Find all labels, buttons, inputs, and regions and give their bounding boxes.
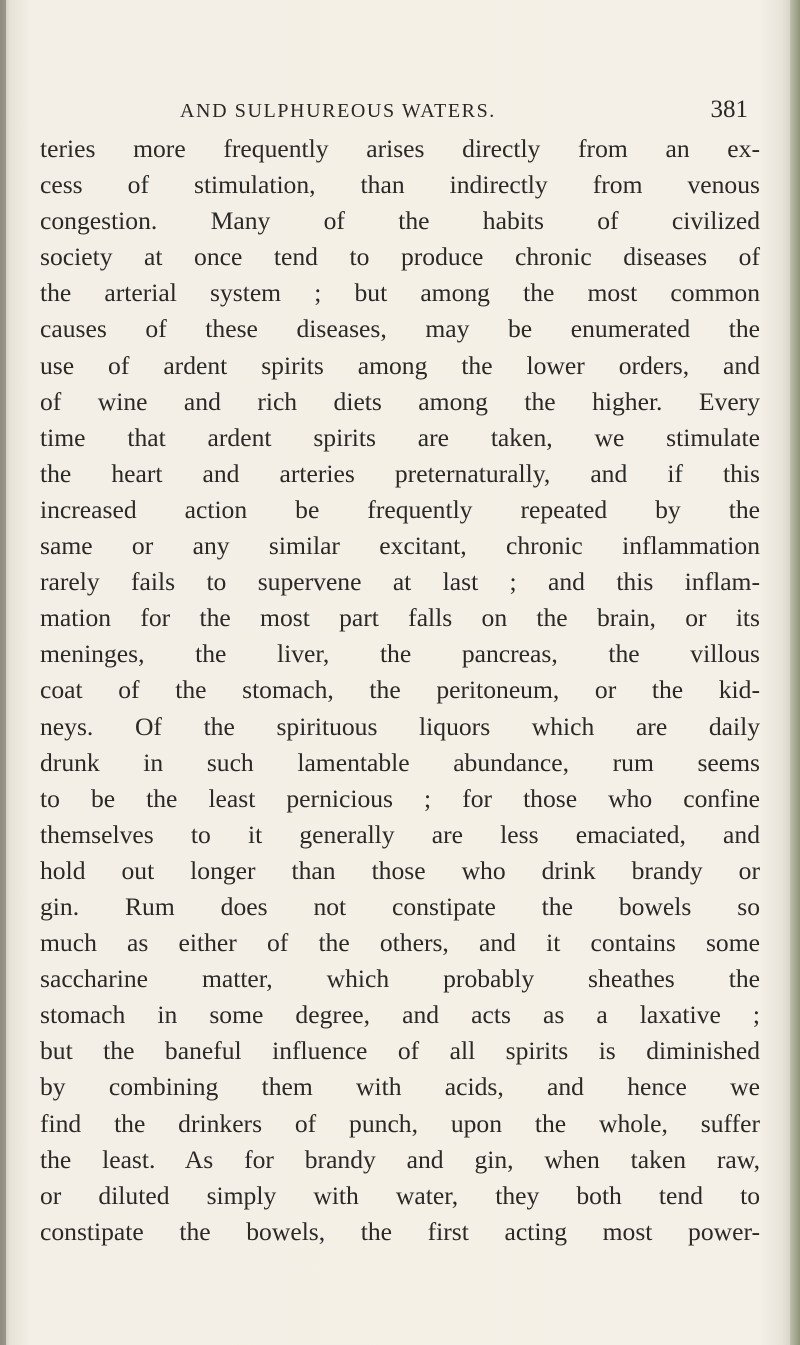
- page-gutter-shadow: [0, 0, 6, 1345]
- text-line: but the baneful influence of all spirits is diminished: [40, 1036, 760, 1066]
- text-line: mation for the most part falls on the brain, or its: [40, 603, 760, 633]
- text-line: coat of the stomach, the peritoneum, or the kid-: [40, 675, 760, 705]
- text-line: rarely fails to supervene at last ; and this inflam-: [40, 567, 760, 597]
- text-line: the least. As for brandy and gin, when taken raw,: [40, 1144, 760, 1174]
- text-line: teries more frequently arises directly from an ex-: [40, 134, 760, 163]
- text-line: hold out longer than those who drink brandy or: [40, 855, 760, 885]
- text-line: causes of these diseases, may be enumerated the: [40, 314, 760, 344]
- text-line: time that ardent spirits are taken, we stimulate: [40, 422, 760, 452]
- text-line: to be the least pernicious ; for those who confine: [40, 783, 760, 813]
- text-line: use of ardent spirits among the lower orders, and: [40, 350, 760, 380]
- page-edge: [790, 0, 800, 1345]
- text-line: much as either of the others, and it contains some: [40, 928, 760, 958]
- text-line: constipate the bowels, the first acting most power-: [40, 1216, 760, 1246]
- text-line: neys. Of the spirituous liquors which are daily: [40, 711, 760, 741]
- text-line: the heart and arteries preternaturally, and if this: [40, 458, 760, 488]
- running-head-title: AND SULPHUREOUS WATERS.: [180, 100, 496, 122]
- text-line: or diluted simply with water, they both tend to: [40, 1180, 760, 1210]
- text-line: meninges, the liver, the pancreas, the villous: [40, 639, 760, 669]
- text-line: cess of stimulation, than indirectly from venous: [40, 170, 760, 200]
- text-line: saccharine matter, which probably sheathes the: [40, 964, 760, 994]
- page-number: 381: [710, 96, 748, 123]
- text-line: find the drinkers of punch, upon the whole, suffer: [40, 1108, 760, 1138]
- text-line: society at once tend to produce chronic diseases of: [40, 242, 760, 272]
- text-line: themselves to it generally are less emaciated, and: [40, 819, 760, 849]
- text-line: increased action be frequently repeated by the: [40, 494, 760, 524]
- text-line: gin. Rum does not constipate the bowels so: [40, 891, 760, 921]
- text-line: of wine and rich diets among the higher. Every: [40, 386, 760, 416]
- text-line: stomach in some degree, and acts as a laxative ;: [40, 1000, 760, 1030]
- running-head: [140, 96, 760, 132]
- text-line: the arterial system ; but among the most common: [40, 278, 760, 308]
- text-line: same or any similar excitant, chronic inflammation: [40, 531, 760, 561]
- text-line: drunk in such lamentable abundance, rum seems: [40, 747, 760, 777]
- body-text: [40, 131, 760, 1250]
- text-line: by combining them with acids, and hence we: [40, 1072, 760, 1102]
- text-line: congestion. Many of the habits of civilized: [40, 206, 760, 236]
